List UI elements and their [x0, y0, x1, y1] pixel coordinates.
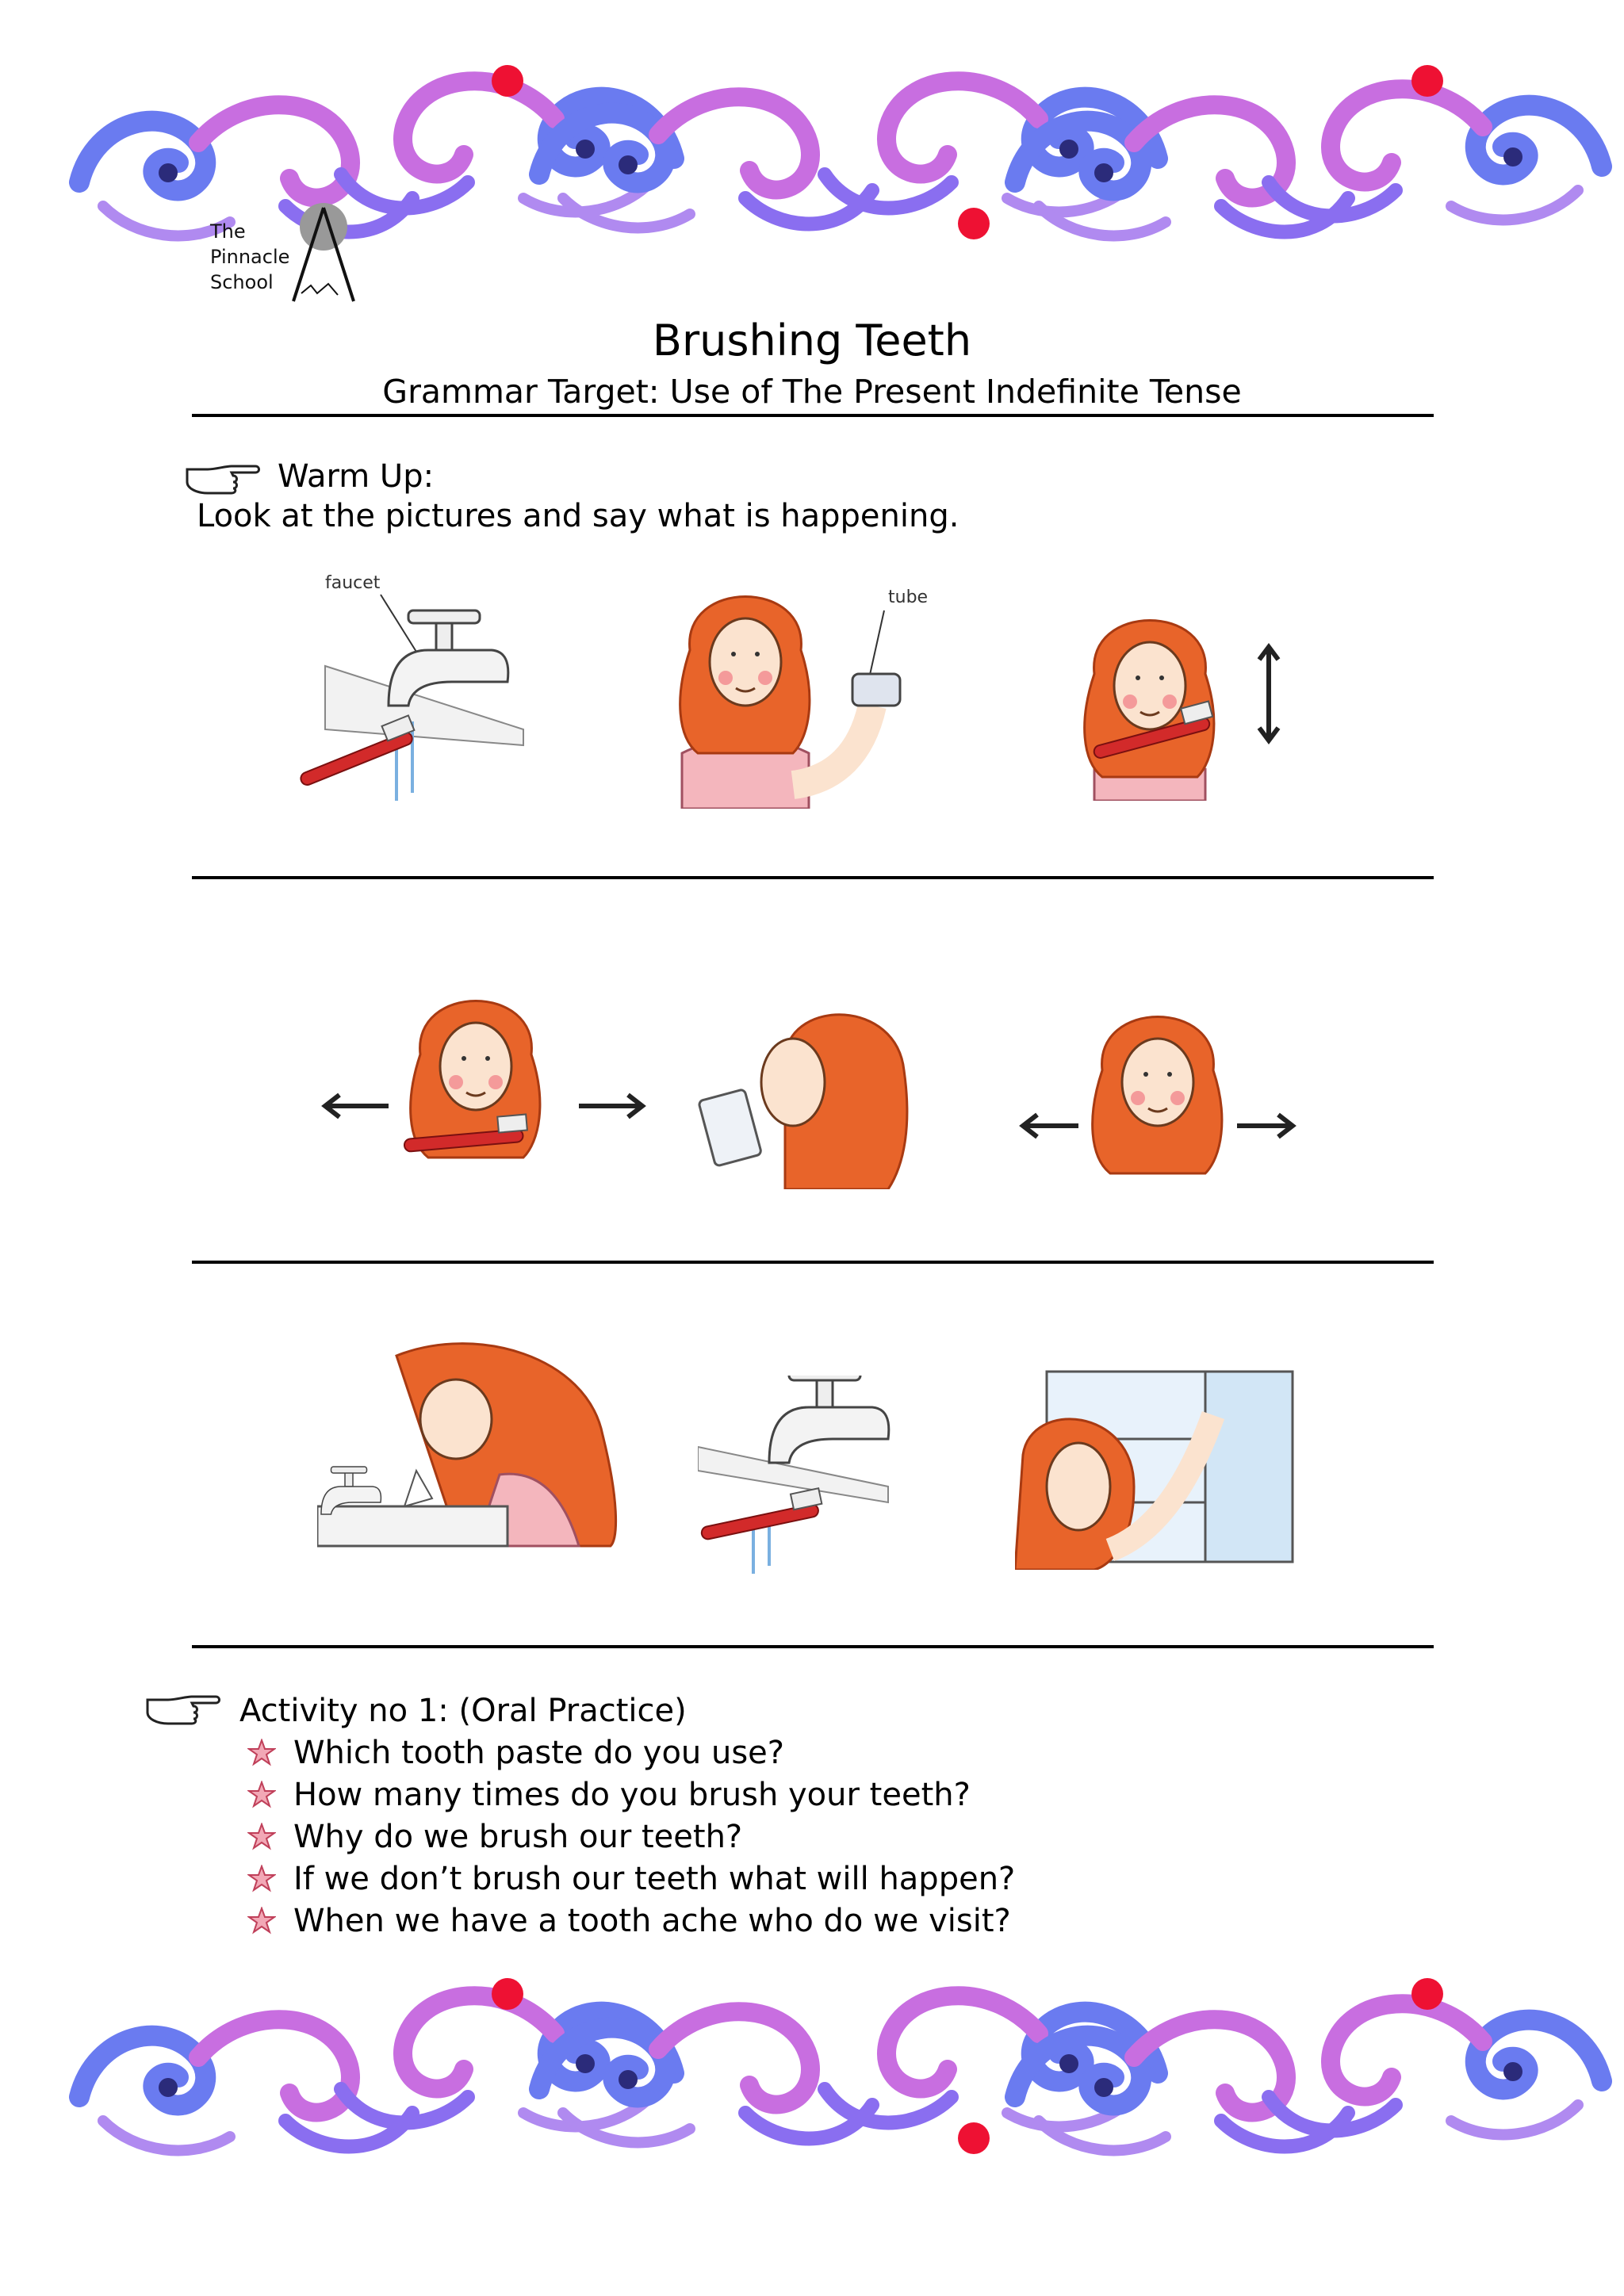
red-dot — [958, 208, 990, 239]
question-text: If we don’t brush our teeth what will happen? — [293, 1861, 1016, 1897]
pointing-hand-icon — [144, 1689, 224, 1728]
picture-rinse-with-cup — [690, 1007, 928, 1189]
red-dot — [1411, 65, 1443, 97]
star-bullet-icon — [247, 1865, 276, 1893]
warm-up-label: Warm Up: — [278, 458, 435, 495]
divider — [192, 414, 1434, 417]
red-dot — [492, 65, 523, 97]
page-title: Brushing Teeth — [652, 316, 972, 365]
red-dot — [958, 2122, 990, 2154]
pointing-hand-icon — [184, 458, 263, 498]
grammar-target: Grammar Target: Use of The Present Indefinite Tense — [382, 373, 1242, 411]
question-item — [247, 1861, 1015, 1897]
label-faucet: faucet — [325, 573, 381, 593]
star-bullet-icon — [247, 1781, 276, 1809]
label-tube: tube — [888, 587, 929, 607]
picture-brush-front-side-to-side — [1015, 991, 1300, 1181]
red-dot — [492, 1978, 523, 2010]
warm-up-instruction: Look at the pictures and say what is happening. — [197, 498, 959, 534]
question-text: Which tooth paste do you use? — [293, 1735, 785, 1771]
picture-squeeze-toothpaste — [666, 579, 952, 809]
logo-line-2: Pinnacle — [210, 246, 290, 268]
logo-line-3: School — [210, 271, 274, 293]
picture-put-toothbrush-in-cabinet — [1015, 1368, 1308, 1570]
picture-spit-into-sink — [317, 1340, 626, 1554]
logo-line-1: The — [210, 220, 246, 243]
picture-rinse-toothbrush — [698, 1376, 928, 1582]
question-item — [247, 1819, 742, 1855]
question-item — [247, 1903, 1011, 1939]
picture-brush-up-down — [1063, 595, 1316, 801]
bottom-decorative-border — [0, 1954, 1624, 2168]
divider — [192, 1261, 1434, 1264]
question-text: When we have a tooth ache who do we visit? — [293, 1903, 1011, 1939]
star-bullet-icon — [247, 1823, 276, 1851]
picture-brush-side-to-side — [317, 967, 650, 1189]
question-item — [247, 1735, 784, 1771]
school-logo — [202, 200, 361, 311]
divider — [192, 1645, 1434, 1648]
question-text: How many times do you brush your teeth? — [293, 1777, 971, 1813]
question-item — [247, 1777, 971, 1813]
question-text: Why do we brush our teeth? — [293, 1819, 743, 1855]
picture-wet-toothbrush — [293, 571, 547, 809]
divider — [192, 876, 1434, 879]
star-bullet-icon — [247, 1907, 276, 1935]
activity-label: Activity no 1: (Oral Practice) — [239, 1693, 687, 1729]
red-dot — [1411, 1978, 1443, 2010]
star-bullet-icon — [247, 1739, 276, 1767]
mountain-peak-icon — [285, 200, 361, 307]
